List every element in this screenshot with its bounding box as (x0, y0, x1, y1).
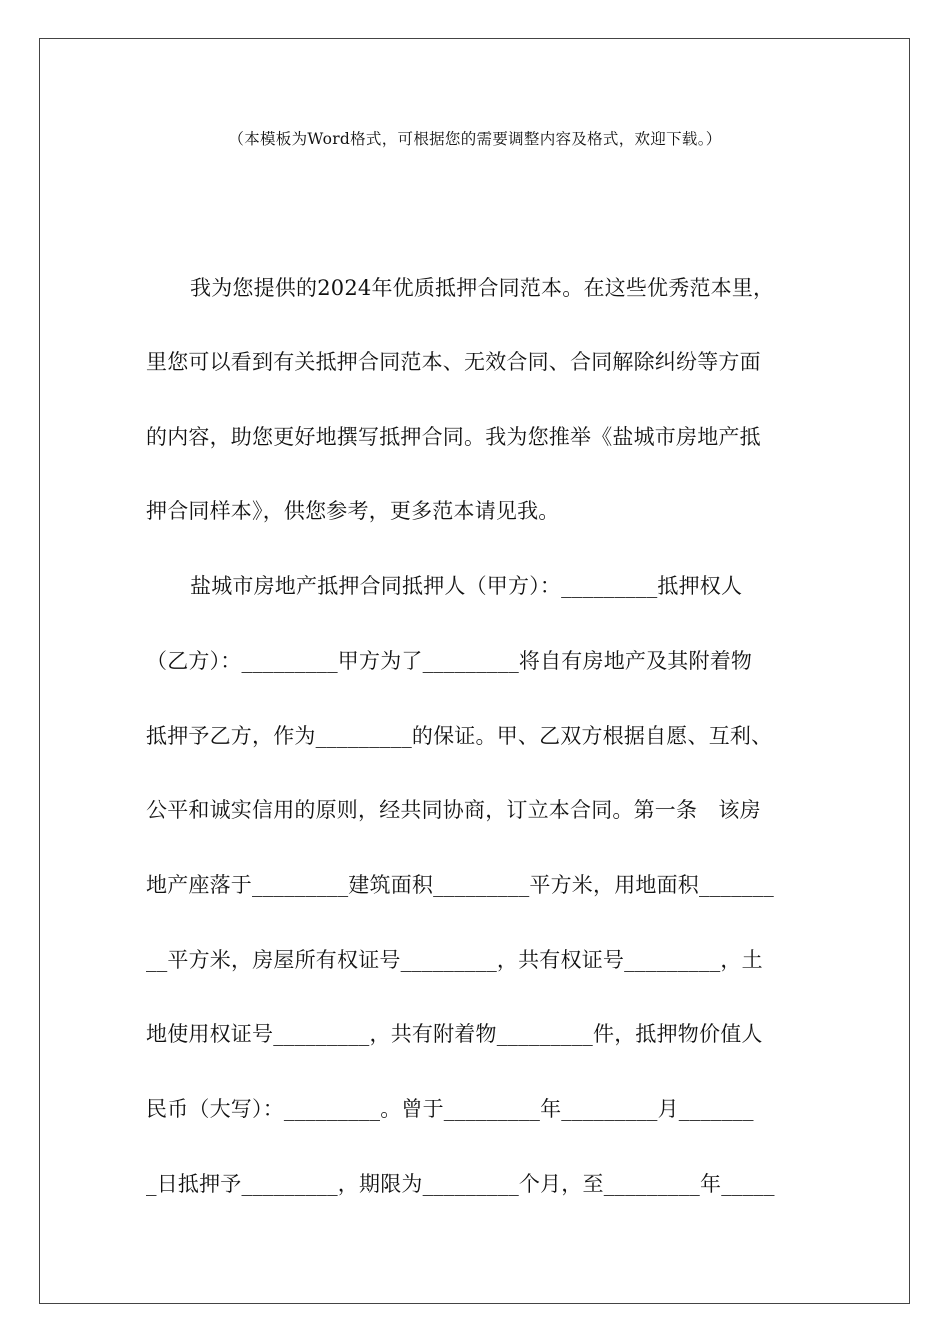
template-note: （本模板为Word格式，可根据您的需要调整内容及格式，欢迎下载。） (228, 130, 722, 148)
body-line-10: __平方米，房屋所有权证号_________，共有权证号_________，土 (146, 948, 763, 972)
body-line-9: 地产座落于_________建筑面积_________平方米，用地面积_______ (146, 873, 774, 897)
body-line-13: _日抵押予_________，期限为_________个月，至_________年_____ (146, 1172, 775, 1196)
body-line-12: 民币（大写）：_________。曾于_________年_________月_______ (146, 1097, 754, 1121)
body-line-6: （乙方）：_________甲方为了_________将自有房地产及其附着物 (146, 649, 753, 673)
body-line-4: 押合同样本》，供您参考，更多范本请见我。 (146, 499, 560, 523)
body-line-3: 的内容，助您更好地撰写抵押合同。我为您推举《盐城市房地产抵 (146, 425, 761, 449)
body-line-8: 公平和诚实信用的原则，经共同协商，订立本合同。第一条 该房 (146, 798, 761, 822)
body-line-5: 盐城市房地产抵押合同抵押人（甲方）：_________抵押权人 (190, 574, 743, 598)
body-line-2: 里您可以看到有关抵押合同范本、无效合同、合同解除纠纷等方面 (146, 350, 761, 374)
body-line-1: 我为您提供的2024年优质抵押合同范本。在这些优秀范本里， (190, 276, 775, 300)
body-line-11: 地使用权证号_________，共有附着物_________件，抵押物价值人 (146, 1022, 763, 1046)
body-line-7: 抵押予乙方，作为_________的保证。甲、乙双方根据自愿、互利、 (146, 724, 773, 748)
